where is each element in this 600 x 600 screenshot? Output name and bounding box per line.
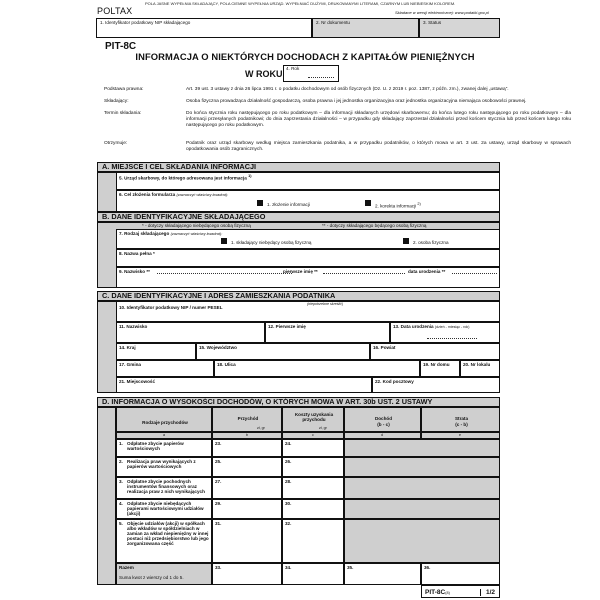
costs-field-number: 28. [285,479,292,484]
row-label: Realizacja praw wynikających z papierów wartościowych [127,459,196,469]
revenue-cell[interactable] [212,519,282,563]
taxpayer-firstname-field[interactable] [265,322,390,343]
house-number-label: 19. Nr domu [423,362,450,367]
birth-date-label: data urodzenia ** [408,269,446,274]
row-number: 1. [119,441,123,446]
year-label: 4. Rok [286,66,300,71]
taxpayer-id-field[interactable] [116,301,500,322]
year-field[interactable] [283,65,339,82]
filer-nonperson-label: 1. składający niebędący osobą fizyczną [231,240,312,245]
total-revenue-cell[interactable]: 33. [212,563,282,585]
info-key: Składający: [104,99,129,104]
income-type-cell [116,477,212,499]
blank-gray-cell [344,439,500,457]
costs-field-number: 24. [285,441,292,446]
section-a-header: A. MIEJSCE I CEL SKŁADANIA INFORMACJI [97,162,500,172]
costs-cell[interactable] [282,477,344,499]
filer-person-label: 2. osoba fizyczna [413,240,449,245]
filer-type-field [116,229,500,249]
option-correction-checkbox[interactable] [365,200,371,206]
street-field[interactable] [214,360,420,377]
form-code: PIT-8C [105,41,137,52]
purpose-field [116,190,500,212]
city-field[interactable] [116,377,372,393]
revenue-field-number: 25. [215,459,222,464]
country-field[interactable] [116,343,196,360]
costs-cell[interactable] [282,499,344,519]
section-d-margin [97,407,116,585]
col-header-costs: Koszty uzyskania przychodu zł, gr [282,407,344,432]
info-key: Podstawa prawna: [104,87,144,92]
header-notice: POLA JASNE WYPEŁNIA SKŁADAJĄCY, POLA CIEMNE WYPEŁNIA URZĄD. WYPEŁNIAĆ DUŻYMI, DRUKOWANYMI LITERAMI, CZARNYM LUB NIEBIESKIM KOLOREM. [145,1,456,6]
tax-office-field[interactable] [116,172,500,190]
taxpayer-id-hint: (niepotrzebne skreślić) [307,302,344,306]
year-prefix: W ROKU [245,69,283,79]
row-number: 3. [119,479,123,484]
brand-label: POLTAX [97,6,133,16]
blank-gray-cell [344,499,500,519]
filer-person-fields[interactable] [116,267,500,288]
info-value: Do końca stycznia roku następującego po roku podatkowym – dla informacji składanych urzędowi skarbowemu; do końca lutego roku następującego po roku podatkowym – dla informacji przesyłanych podatnikowi; do dnia zaprzestania działalności – w przypadku gdy składający zaprzestał działalności przed końcem stycznia lub przed końcem lutego roku następującego po roku podatkowym. [186,111,571,128]
surname-label: 9. Nazwisko ** [119,269,150,274]
revenue-field-number: 27. [215,479,222,484]
header-notice-electronic: Składane w wersji elektronicznej: www.podatki.gov.pl [395,10,489,15]
row-number: 2. [119,459,123,464]
nip-field-label: 1. Identyfikator podatkowy NIP składającego [100,20,191,25]
revenue-cell[interactable] [212,477,282,499]
row-label: Odpłatne zbycie niebędących papierami wartościowymi udziałów (akcji) [127,501,204,516]
nip-field[interactable] [96,18,312,38]
section-d-header: D. INFORMACJA O WYSOKOŚCI DOCHODÓW, O KTÓRYCH MOWA W ART. 30b UST. 2 USTAWY [97,397,500,407]
municipality-field[interactable] [116,360,214,377]
row-number: 4. [119,501,123,506]
section-b-header: B. DANE IDENTYFIKACYJNE SKŁADAJĄCEGO [97,212,500,222]
taxpayer-birthdate-field[interactable] [390,322,500,343]
footer-form-code: PIT-8C(8) [425,589,450,596]
taxpayer-surname-field[interactable] [116,322,265,343]
province-label: 15. Województwo [199,345,237,350]
info-value: Art. 39 ust. 3 ustawy z dnia 26 lipca 1991 r. o podatku dochodowym od osób fizycznych (Dz. U. z 2019 r. poz. 1387, z późn. zm.), zwanej dalej „ustawą”. [186,87,509,92]
col-letter: d [344,432,421,439]
revenue-field-number: 29. [215,501,222,506]
info-block [104,87,571,167]
revenue-field-number: 23. [215,441,222,446]
first-name-label: pierwsze imię ** [283,269,318,274]
status-label: 3. Status [423,20,442,25]
postal-code-label: 22. Kod pocztowy [375,379,414,384]
document-number-label: 2. Nr dokumentu [316,20,350,25]
col-header-loss: Strata (c - b) [421,407,500,432]
blank-gray-cell [344,477,500,499]
revenue-cell[interactable] [212,499,282,519]
col-letter: b [212,432,282,439]
taxpayer-id-label: 10. Identyfikator podatkowy NIP / numer PESEL [119,305,223,310]
total-row-label: Razem Suma kwot z wierszy od 1 do 5. [116,563,212,585]
footer-box [421,585,500,598]
note-person: ** - dotyczy składającego będącego osobą fizyczną [322,223,427,228]
full-name-field[interactable] [116,249,500,267]
city-label: 21. Miejscowość [119,379,156,384]
taxpayer-surname-label: 11. Nazwisko [119,324,148,329]
county-field[interactable] [370,343,500,360]
postal-code-field[interactable] [372,377,500,393]
flat-number-field[interactable] [460,360,500,377]
option-submit-label: 1. złożenie informacji [267,202,310,207]
total-income-cell[interactable]: 35. [344,563,421,585]
country-label: 14. Kraj [119,345,136,350]
costs-field-number: 32. [285,521,292,526]
income-type-cell [116,499,212,519]
info-key: Otrzymuje: [104,141,128,146]
blank-gray-cell [344,457,500,477]
row-label: Odpłatne zbycie papierów wartościowych [127,441,184,451]
filer-person-checkbox[interactable] [403,238,409,244]
costs-cell[interactable] [282,439,344,457]
col-header-revenue: Przychód zł, gr [212,407,282,432]
col-header-income: Dochód (b - c) [344,407,421,432]
filer-nonperson-checkbox[interactable] [221,238,227,244]
col-header-income-type: Rodzaje przychodów [116,407,212,432]
taxpayer-firstname-label: 12. Pierwsze imię [268,324,306,329]
income-type-cell [116,519,212,563]
row-number: 5. [119,521,123,526]
tax-office-label: 5. Urząd skarbowy, do którego adresowana jest informacja $^{1)}$ [119,174,252,181]
revenue-field-number: 31. [215,521,222,526]
full-name-label: 8. Nazwa pełna * [119,251,155,256]
blank-gray-cell [344,519,500,563]
info-key: Termin składania: [104,111,142,116]
total-loss-cell[interactable]: 36. [421,563,500,585]
province-field[interactable] [196,343,370,360]
note-nonperson: * - dotyczy składającego niebędącego osobą fizyczną [142,223,251,228]
municipality-label: 17. Gmina [119,362,141,367]
house-number-field[interactable] [420,360,460,377]
section-c-header: C. DANE IDENTYFIKACYJNE I ADRES ZAMIESZKANIA PODATNIKA [97,291,500,301]
income-type-cell [116,439,212,457]
taxpayer-birthdate-label: 13. Data urodzenia (dzień - miesiąc - rok) [393,324,470,329]
street-label: 18. Ulica [217,362,236,367]
costs-field-number: 26. [285,459,292,464]
info-value: Podatnik oraz urząd skarbowy według miejsca zamieszkania podatnika, a w przypadku podatników, o których mowa w art. 3 ust. 2a ustawy, urząd skarbowy w sprawach opodatkowania osób zagranicznych. [186,141,571,152]
total-costs-cell[interactable]: 34. [282,563,344,585]
income-type-cell [116,457,212,477]
footer-page-number: 1/2 [480,589,495,596]
col-letter: a [116,432,212,439]
document-number-field [312,18,419,38]
row-label: Objęcie udziałów (akcji) w spółkach albo wkładów w spółdzielniach w zamian za wkład niepieniężny w innej postaci niż przedsiębiorstwo lub jego zorganizowana część [127,521,209,546]
revenue-cell[interactable] [212,457,282,477]
col-letter: e [421,432,500,439]
costs-cell[interactable] [282,519,344,563]
filer-type-label: 7. Rodzaj składającego (zaznaczyć właściwy kwadrat): [119,231,223,236]
col-letter: c [282,432,344,439]
option-submit-checkbox[interactable] [257,200,263,206]
county-label: 16. Powiat [373,345,396,350]
flat-number-label: 20. Nr lokalu [463,362,491,367]
status-field [419,18,500,38]
costs-field-number: 30. [285,501,292,506]
purpose-label: 6. Cel złożenia formularza (zaznaczyć właściwy kwadrat): [119,192,229,197]
form-title: INFORMACJA O NIEKTÓRYCH DOCHODACH Z KAPITAŁÓW PIENIĘŻNYCH [135,51,475,62]
costs-cell[interactable] [282,457,344,477]
info-value: Osoba fizyczna prowadząca działalność gospodarczą, osoba prawna i jej jednostka organizacyjna oraz jednostka organizacyjna niemająca osobowości prawnej. [186,99,527,104]
revenue-cell[interactable] [212,439,282,457]
option-correction-label: 2. korekta informacji $^{2)}$ [375,202,421,209]
row-label: Odpłatne zbycie pochodnych instrumentów finansowych oraz realizacja praw z nich wynikających [127,479,205,494]
